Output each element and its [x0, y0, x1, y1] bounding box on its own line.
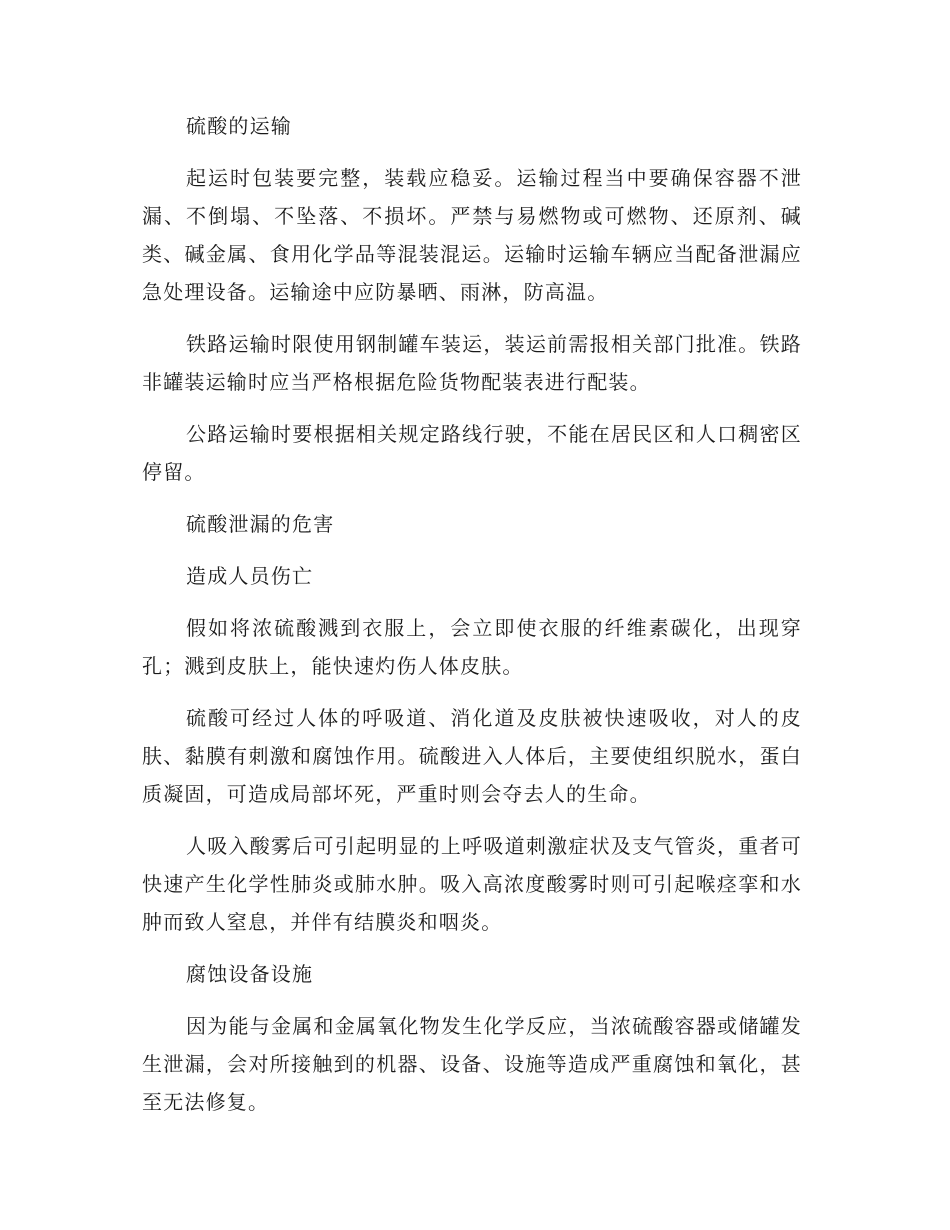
- paragraph-road: 公路运输时要根据相关规定路线行驶，不能在居民区和人口稠密区停留。: [142, 422, 802, 484]
- document-body: [142, 107, 802, 1135]
- section-heading-transport: 硫酸的运输: [186, 114, 292, 138]
- subheading-casualties: 造成人员伤亡: [186, 564, 314, 588]
- section-heading-hazards: 硫酸泄漏的危害: [186, 512, 335, 536]
- paragraph-equipment: 因为能与金属和金属氧化物发生化学反应，当浓硫酸容器或储罐发生泄漏，会对所接触到的机器、设备、设施等造成严重腐蚀和氧化，甚至无法修复。: [142, 1014, 802, 1114]
- paragraph-absorption: 硫酸可经过人体的呼吸道、消化道及皮肤被快速吸收，对人的皮肤、黏膜有刺激和腐蚀作用。硫酸进入人体后，主要使组织脱水，蛋白质凝固，可造成局部坏死，严重时则会夺去人的生命。: [142, 706, 802, 806]
- paragraph-loading: 起运时包装要完整，装载应稳妥。运输过程当中要确保容器不泄漏、不倒塌、不坠落、不损坏。严禁与易燃物或可燃物、还原剂、碱类、碱金属、食用化学品等混装混运。运输时运输车辆应当配备泄漏应急处理设备。运输途中应防暴晒、雨淋，防高温。: [142, 166, 802, 304]
- paragraph-splash: 假如将浓硫酸溅到衣服上，会立即使衣服的纤维素碳化，出现穿孔；溅到皮肤上，能快速灼伤人体皮肤。: [142, 616, 802, 678]
- paragraph-railway: 铁路运输时限使用钢制罐车装运，装运前需报相关部门批准。铁路非罐装运输时应当严格根据危险货物配装表进行配装。: [142, 332, 802, 394]
- subheading-corrosion: 腐蚀设备设施: [186, 962, 314, 986]
- paragraph-inhalation: 人吸入酸雾后可引起明显的上呼吸道刺激症状及支气管炎，重者可快速产生化学性肺炎或肺水肿。吸入高浓度酸雾时则可引起喉痉挛和水肿而致人窒息，并伴有结膜炎和咽炎。: [142, 834, 802, 934]
